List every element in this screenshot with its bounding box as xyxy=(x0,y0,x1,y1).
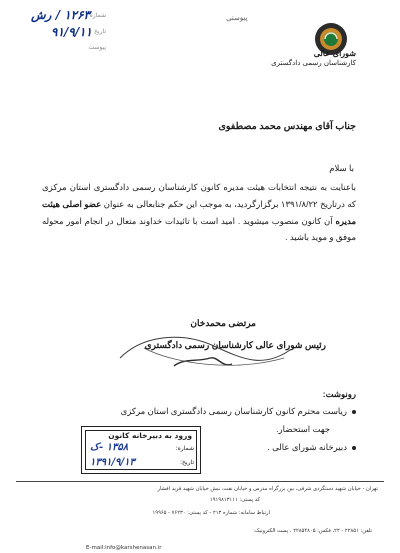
council-name-line2: کارشناسان رسمی دادگستری xyxy=(271,59,356,67)
signer-title: رئیس شورای عالی کارشناسان رسمی دادگستری xyxy=(144,340,326,350)
stamp-number-label: شماره: xyxy=(175,445,194,452)
bullet-icon xyxy=(352,446,356,450)
footer-address: تهران - خیابان شهید دستگردی شرقی، بین بزرگراه مدرس و خیابان نفت، نبش خیابان شهید فرید افشار xyxy=(157,486,378,492)
council-name-line1: شورای عالی xyxy=(313,48,356,58)
reference-number: ۱۲۶۳ / رش xyxy=(31,8,90,22)
reference-number-label: شماره xyxy=(89,12,106,19)
council-name xyxy=(266,48,356,68)
salutation: با سلام xyxy=(329,163,354,173)
cc-heading: رونوشت: xyxy=(322,389,356,399)
header-center-mark: پیوستی xyxy=(225,13,248,23)
footer-tel: تلفن: ۲۲۸۵۱ - ۲۲، فکس: ۲۲۸۵۴۸۰۵ ، پست الکترونیک: xyxy=(253,528,372,534)
stamp-number: ۱۳۵۸ -ک xyxy=(90,442,129,453)
cc-item: دبیرخانه شورای عالی . xyxy=(267,442,356,453)
signer-name: مرتضی محمدخان xyxy=(190,318,256,328)
footer-phone-line: ارتباط سامانه: شماره ۲۱۳ - کد پستی: ۷۶۲۳۰ - ۱۹۹۶۵ xyxy=(152,510,270,516)
body-part1: باعنایت به نتیجه انتخابات هیئت مدیره کانون کارشناسان رسمی دادگستری استان مرکزی که درتاریخ ۱۳۹۱/۸/۲۲ برگزارگردید، به موجب این حکم جنابعالی به عنوان xyxy=(42,182,356,209)
reference-attachment-label: پیوست xyxy=(88,44,106,51)
reference-date: ۹۱/۹/۱۱ xyxy=(51,25,92,39)
letter-body xyxy=(42,179,356,246)
recipient: جناب آقای مهندس محمد مصطفوی xyxy=(218,121,356,132)
bullet-icon xyxy=(352,410,356,414)
cc-item-continuation: جهت استحضار. xyxy=(276,424,330,434)
reference-block xyxy=(2,8,108,60)
reference-date-label: تاریخ xyxy=(94,28,106,35)
stamp-date-label: تاریخ: xyxy=(180,459,194,466)
footer-divider xyxy=(16,481,384,482)
body-part2: آن کانون منصوب میشوید . امید است با تائیدات خداوند متعال در انجام امور محوله موفق و موید باشید . xyxy=(42,215,356,243)
body-bold-role: عضو اصلی هیئت مدیره xyxy=(42,198,356,226)
footer-postal: کد پستی: ۱۹۱۹۸۱۳۱۱۱ xyxy=(209,497,260,503)
stamp-date: ۱۳۹۱/۹/۱۳ xyxy=(90,457,135,468)
receipt-stamp xyxy=(81,426,201,474)
handwritten-signature xyxy=(114,328,294,380)
stamp-title: ورود به دبیرخانه کانون xyxy=(108,431,192,440)
footer-email: E-mail:info@karshenasan.ir xyxy=(86,545,162,551)
cc-item: ریاست محترم کانون کارشناسان رسمی دادگستری استان مرکزی xyxy=(121,406,356,417)
